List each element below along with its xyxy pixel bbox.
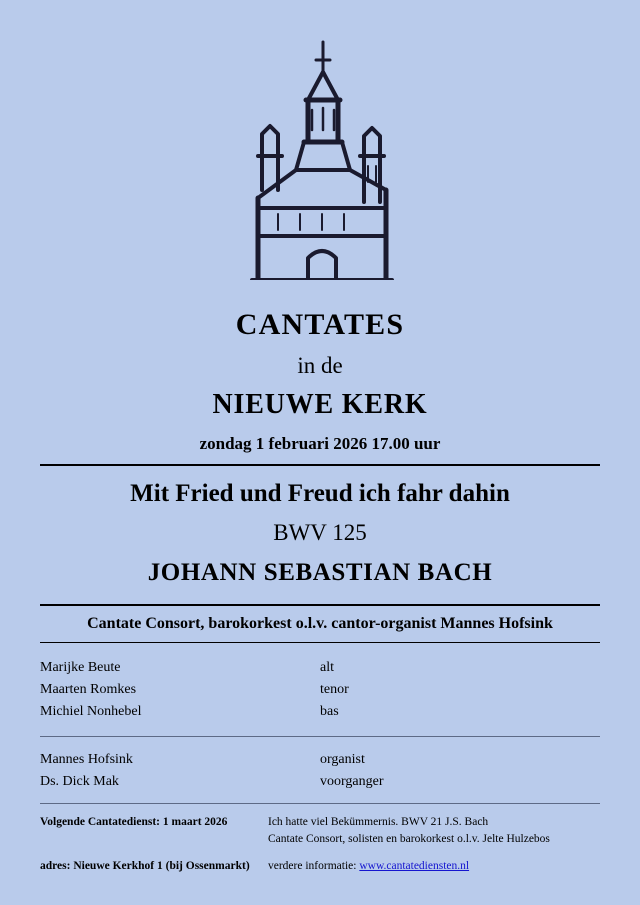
next-service-work: Ich hatte viel Bekümmernis. BWV 21 J.S. Bach (268, 816, 489, 829)
composer-name: JOHANN SEBASTIAN BACH (147, 558, 493, 586)
list-item (40, 679, 600, 701)
performer-role: tenor (320, 682, 349, 698)
footer-address-row (40, 858, 600, 875)
address-label: adres: Nieuwe Kerkhof 1 (bij Ossenmarkt) (40, 859, 250, 872)
performer-name: Michiel Nonhebel (40, 704, 142, 720)
staff-role: organist (320, 751, 365, 767)
list-item (40, 657, 600, 679)
website-link[interactable]: www.cantatediensten.nl (359, 859, 470, 872)
list-item (40, 701, 600, 723)
page-title: CANTATES (235, 308, 405, 341)
staff-list (40, 737, 600, 804)
performer-name: Maarten Romkes (40, 682, 137, 698)
staff-name: Ds. Dick Mak (40, 774, 119, 790)
performer-name: Marijke Beute (40, 659, 121, 675)
singers-list (40, 643, 600, 736)
performer-role: alt (320, 659, 334, 675)
staff-name: Mannes Hofsink (40, 751, 133, 767)
church-sketch-illustration (40, 0, 600, 310)
next-service-performers: Cantate Consort, solisten en barokorkest o.l.v. Jelte Hulzebos (268, 833, 550, 846)
headline-block (40, 310, 600, 452)
event-date: zondag 1 februari 2026 17.00 uur (199, 434, 441, 453)
staff-role: voorganger (320, 774, 384, 790)
title-connector: in de (297, 353, 343, 378)
venue-name: NIEUWE KERK (212, 389, 428, 420)
work-title: Mit Fried und Freud ich fahr dahin (130, 480, 510, 507)
list-item (40, 771, 600, 793)
info-block (268, 858, 600, 875)
footer (40, 804, 600, 874)
next-service-label: Volgende Cantatedienst: 1 maart 2026 (40, 816, 228, 829)
list-item (40, 749, 600, 771)
next-service-details (268, 814, 600, 847)
info-label: verdere informatie: (268, 859, 360, 872)
work-catalog-number: BWV 125 (273, 519, 367, 545)
footer-next-service-row (40, 814, 600, 847)
performer-role: bas (320, 704, 339, 720)
work-block (40, 466, 600, 604)
ensemble-line: Cantate Consort, barokorkest o.l.v. cantor-organist Mannes Hofsink (87, 615, 553, 633)
